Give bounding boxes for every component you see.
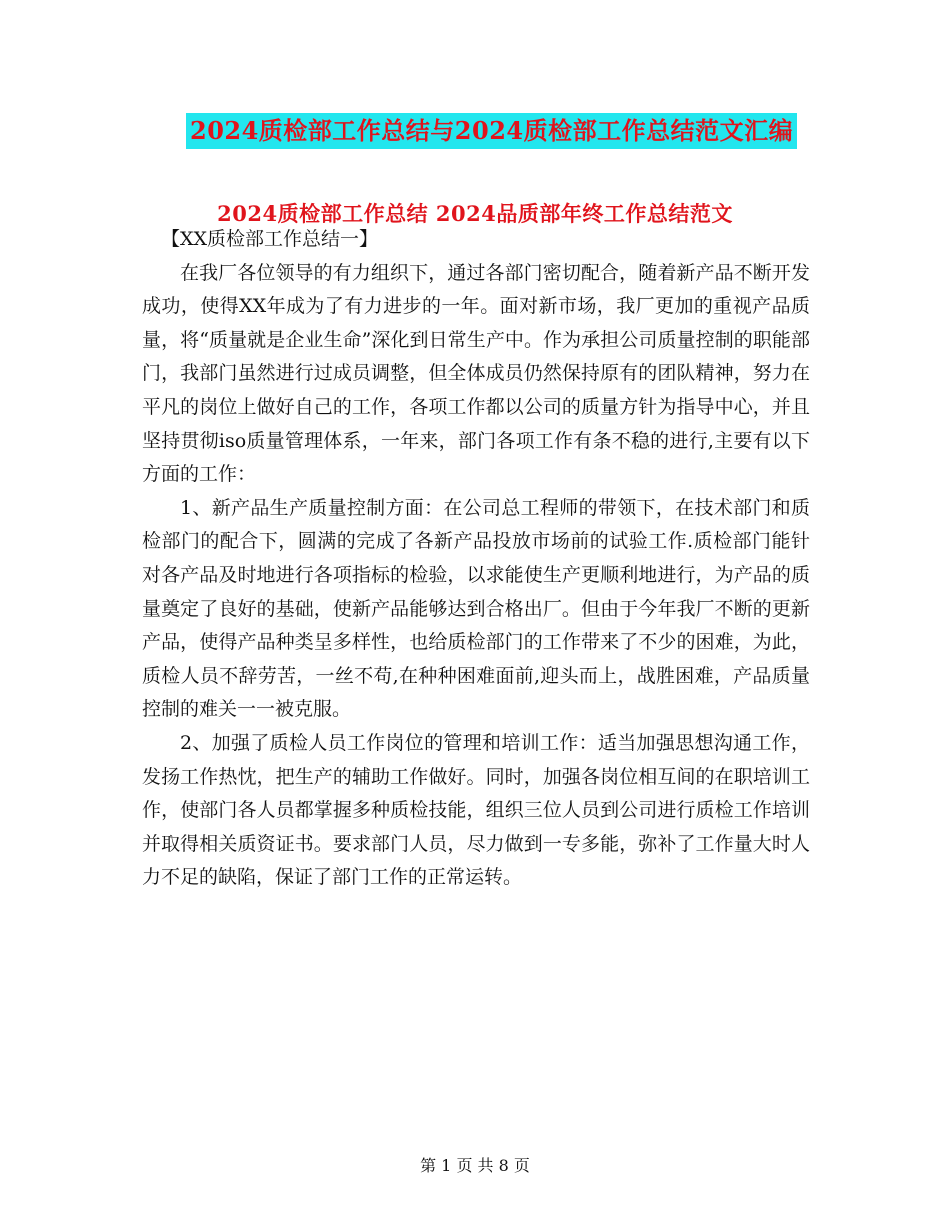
- document-subtitle: 2024质检部工作总结 2024品质部年终工作总结范文: [217, 201, 733, 226]
- section-heading: 【XX质检部工作总结一】: [161, 228, 379, 250]
- document-title: 2024质检部工作总结与2024质检部工作总结范文汇编: [186, 113, 797, 149]
- paragraph-item-2: 2、加强了质检人员工作岗位的管理和培训工作：适当加强思想沟通工作，发扬工作热忱，把生产的辅助工作做好。同时，加强各岗位相互间的在职培训工作，使部门各人员都掌握多种质检技能，组织三位人员到公司进行质检工作培训并取得相关质资证书。要求部门人员，尽力做到一专多能，弥补了工作量大时人力不足的缺陷，保证了部门工作的正常运转。: [142, 731, 810, 889]
- paragraph-item-1: 1、新产品生产质量控制方面：在公司总工程师的带领下，在技术部门和质检部门的配合下，圆满的完成了各新产品投放市场前的试验工作.质检部门能针对各产品及时地进行各项指标的检验，以求能使生产更顺利地进行，为产品的质量奠定了良好的基础，使新产品能够达到合格出厂。但由于今年我厂不断的更新产品，使得产品种类呈多样性，也给质检部门的工作带来了不少的困难，为此，质检人员不辞劳苦，一丝不苟,在种种困难面前,迎头而上，战胜困难，产品质量控制的难关一一被克服。: [142, 496, 810, 721]
- page-footer: 第 1 页 共 8 页: [420, 1156, 530, 1175]
- paragraph-intro: 在我厂各位领导的有力组织下，通过各部门密切配合，随着新产品不断开发成功，使得XX年成为了有力进步的一年。面对新市场，我厂更加的重视产品质量，将“质量就是企业生命”深化到日常生产中。作为承担公司质量控制的职能部门，我部门虽然进行过成员调整，但全体成员仍然保持原有的团队精神，努力在平凡的岗位上做好自己的工作，各项工作都以公司的质量方针为指导中心，并且坚持贯彻iso质量管理体系，一年来，部门各项工作有条不稳的进行,主要有以下方面的工作：: [142, 261, 810, 486]
- document-body: [142, 223, 810, 895]
